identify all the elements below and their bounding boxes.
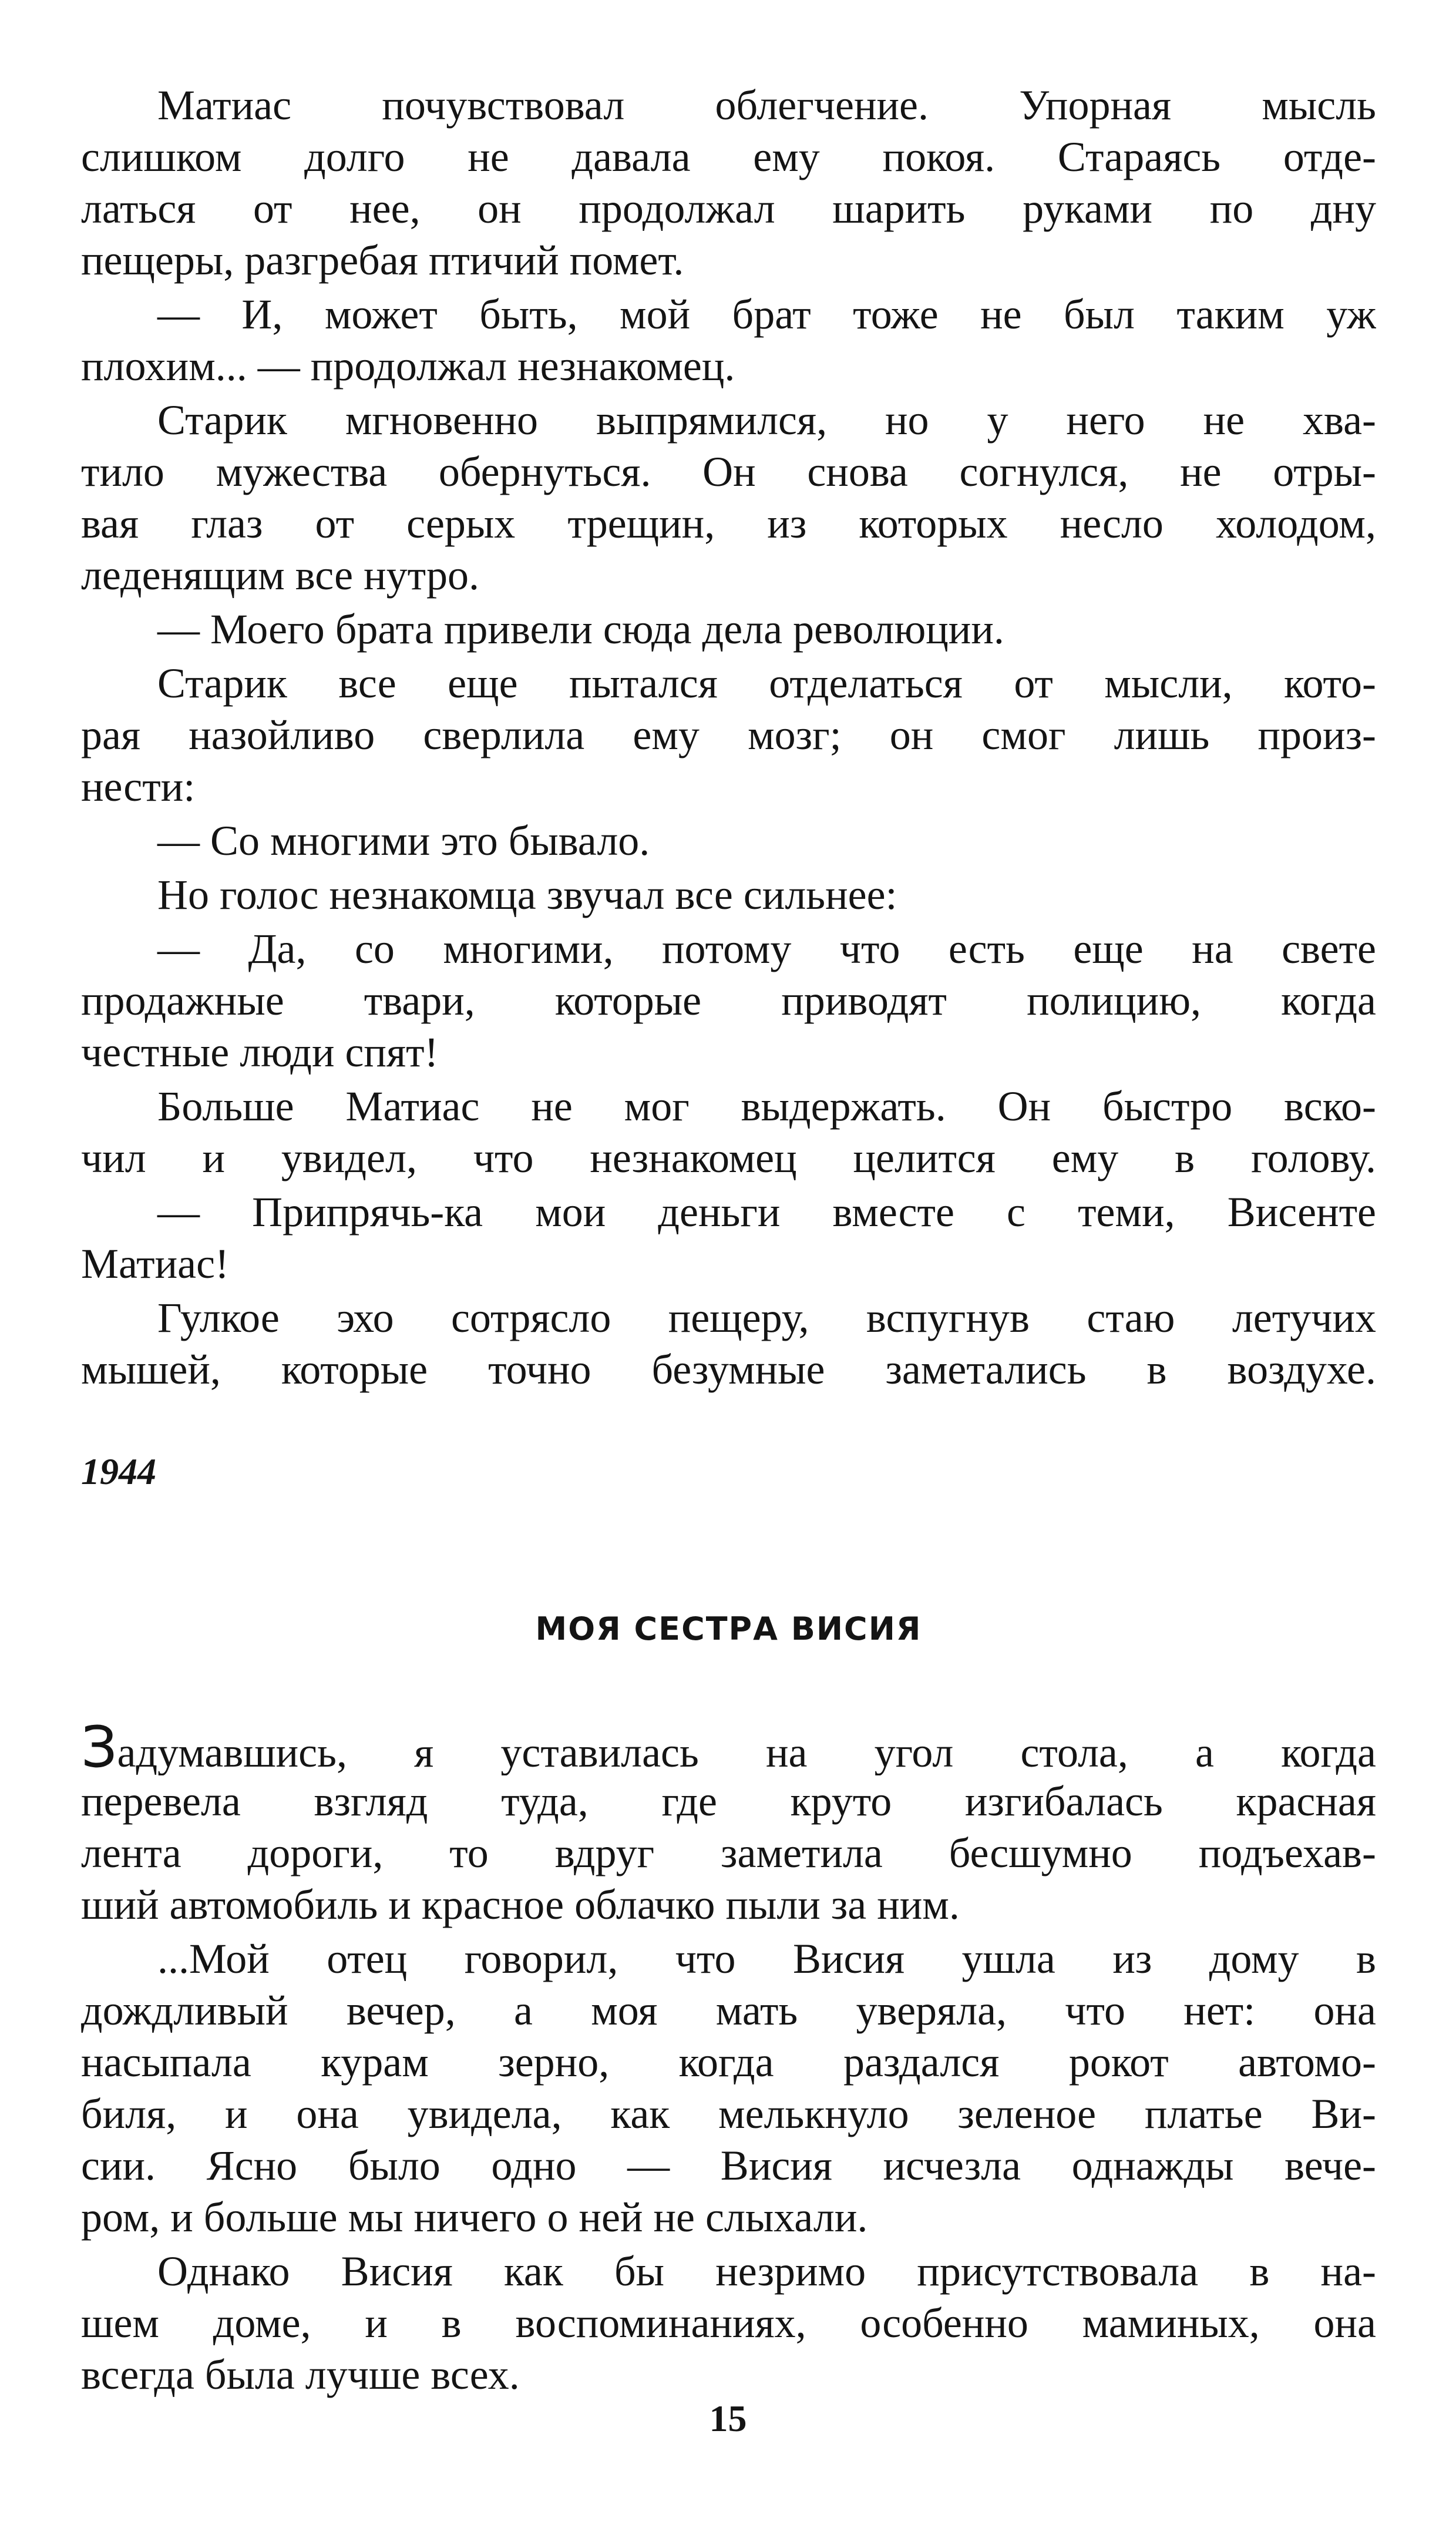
- text-line-rest: адумавшись, я уставилась на угол стола, а когда: [117, 1729, 1376, 1775]
- paragraph: [81, 1080, 1376, 1184]
- text-line: Однако Висия как бы незримо присутствовала в на-: [157, 2248, 1376, 2295]
- drop-cap: З: [81, 1724, 117, 1775]
- text-line: — Да, со многими, потому что есть еще на свете: [157, 925, 1376, 972]
- story-year: 1944: [81, 1451, 156, 1492]
- paragraph: [81, 869, 1376, 921]
- text-line: тило мужества обернуться. Он снова согнулся, не отры-: [81, 448, 1376, 495]
- text-line: биля, и она увидела, как мелькнуло зеленое платье Ви-: [81, 2090, 1376, 2137]
- text-line: — И, может быть, мой брат тоже не был таким уж: [157, 291, 1376, 338]
- text-line: чил и увидел, что незнакомец целится ему в голову.: [81, 1134, 1376, 1181]
- paragraph: [81, 2245, 1376, 2401]
- paragraph: [81, 1292, 1376, 1395]
- text-line: Больше Матиас не мог выдержать. Он быстро вско-: [157, 1083, 1376, 1130]
- text-line: насыпала курам зерно, когда раздался рокот автомо-: [81, 2039, 1376, 2086]
- text-line: пещеры, разгребая птичий помет.: [81, 237, 684, 284]
- paragraph: [81, 394, 1376, 601]
- text-line: Гулкое эхо сотрясло пещеру, вспугнув стаю летучих: [157, 1294, 1376, 1341]
- text-line: ...Мой отец говорил, что Висия ушла из дому в: [157, 1935, 1376, 1982]
- text-line: — Моего брата привели сюда дела революции.: [157, 606, 1004, 653]
- text-line: Старик все еще пытался отделаться от мысли, кото-: [157, 660, 1376, 707]
- text-line: мышей, которые точно безумные заметались в воздухе.: [81, 1346, 1376, 1393]
- text-line: Но голос незнакомца звучал все сильнее:: [157, 871, 897, 918]
- text-line: леденящим все нутро.: [81, 552, 479, 599]
- text-line: ром, и больше мы ничего о ней не слыхали.: [81, 2194, 868, 2241]
- text-line: сии. Ясно было одно — Висия исчезла однажды вече-: [81, 2142, 1376, 2189]
- text-line: — Со многими это бывало.: [157, 817, 650, 864]
- paragraph: [81, 1186, 1376, 1290]
- paragraph: [81, 1724, 1376, 1931]
- text-line: дождливый вечер, а моя мать уверяла, что нет: она: [81, 1987, 1376, 2034]
- text-line: честные люди спят!: [81, 1029, 439, 1076]
- paragraph: [81, 603, 1376, 655]
- text-line: всегда была лучше всех.: [81, 2351, 520, 2398]
- paragraph: [81, 288, 1376, 392]
- text-line: ший автомобиль и красное облачко пыли за ним.: [81, 1881, 960, 1928]
- paragraph: [81, 657, 1376, 813]
- text-line: слишком долго не давала ему покоя. Стараясь отде-: [81, 133, 1376, 180]
- text-line: лента дороги, то вдруг заметила бесшумно подъехав-: [81, 1829, 1376, 1876]
- text-line: латься от нее, он продолжал шарить руками по дну: [81, 185, 1376, 232]
- story-title: МОЯ СЕСТРА ВИСИЯ: [535, 1610, 922, 1647]
- text-line: [81, 1724, 1376, 1775]
- text-line: вая глаз от серых трещин, из которых несло холодом,: [81, 500, 1376, 547]
- text-line: рая назойливо сверлила ему мозг; он смог лишь произ-: [81, 711, 1376, 758]
- paragraph: [81, 1933, 1376, 2243]
- text-line: продажные твари, которые приводят полицию, когда: [81, 977, 1376, 1024]
- text-line: перевела взгляд туда, где круто изгибалась красная: [81, 1778, 1376, 1825]
- text-line: Матиас почувствовал облегчение. Упорная мысль: [157, 82, 1376, 129]
- text-line: плохим... — продолжал незнакомец.: [81, 343, 735, 390]
- paragraph: [81, 815, 1376, 867]
- text-line: шем доме, и в воспоминаниях, особенно маминых, она: [81, 2299, 1376, 2346]
- page-number: 15: [709, 2398, 747, 2439]
- text-line: нести:: [81, 763, 196, 810]
- book-page: [81, 79, 1376, 2403]
- text-line: — Припрячь-ка мои деньги вместе с теми, Висенте: [157, 1189, 1376, 1236]
- paragraph: [81, 79, 1376, 286]
- paragraph: [81, 923, 1376, 1078]
- text-line: Старик мгновенно выпрямился, но у него не хва-: [157, 397, 1376, 444]
- text-line: Матиас!: [81, 1240, 229, 1287]
